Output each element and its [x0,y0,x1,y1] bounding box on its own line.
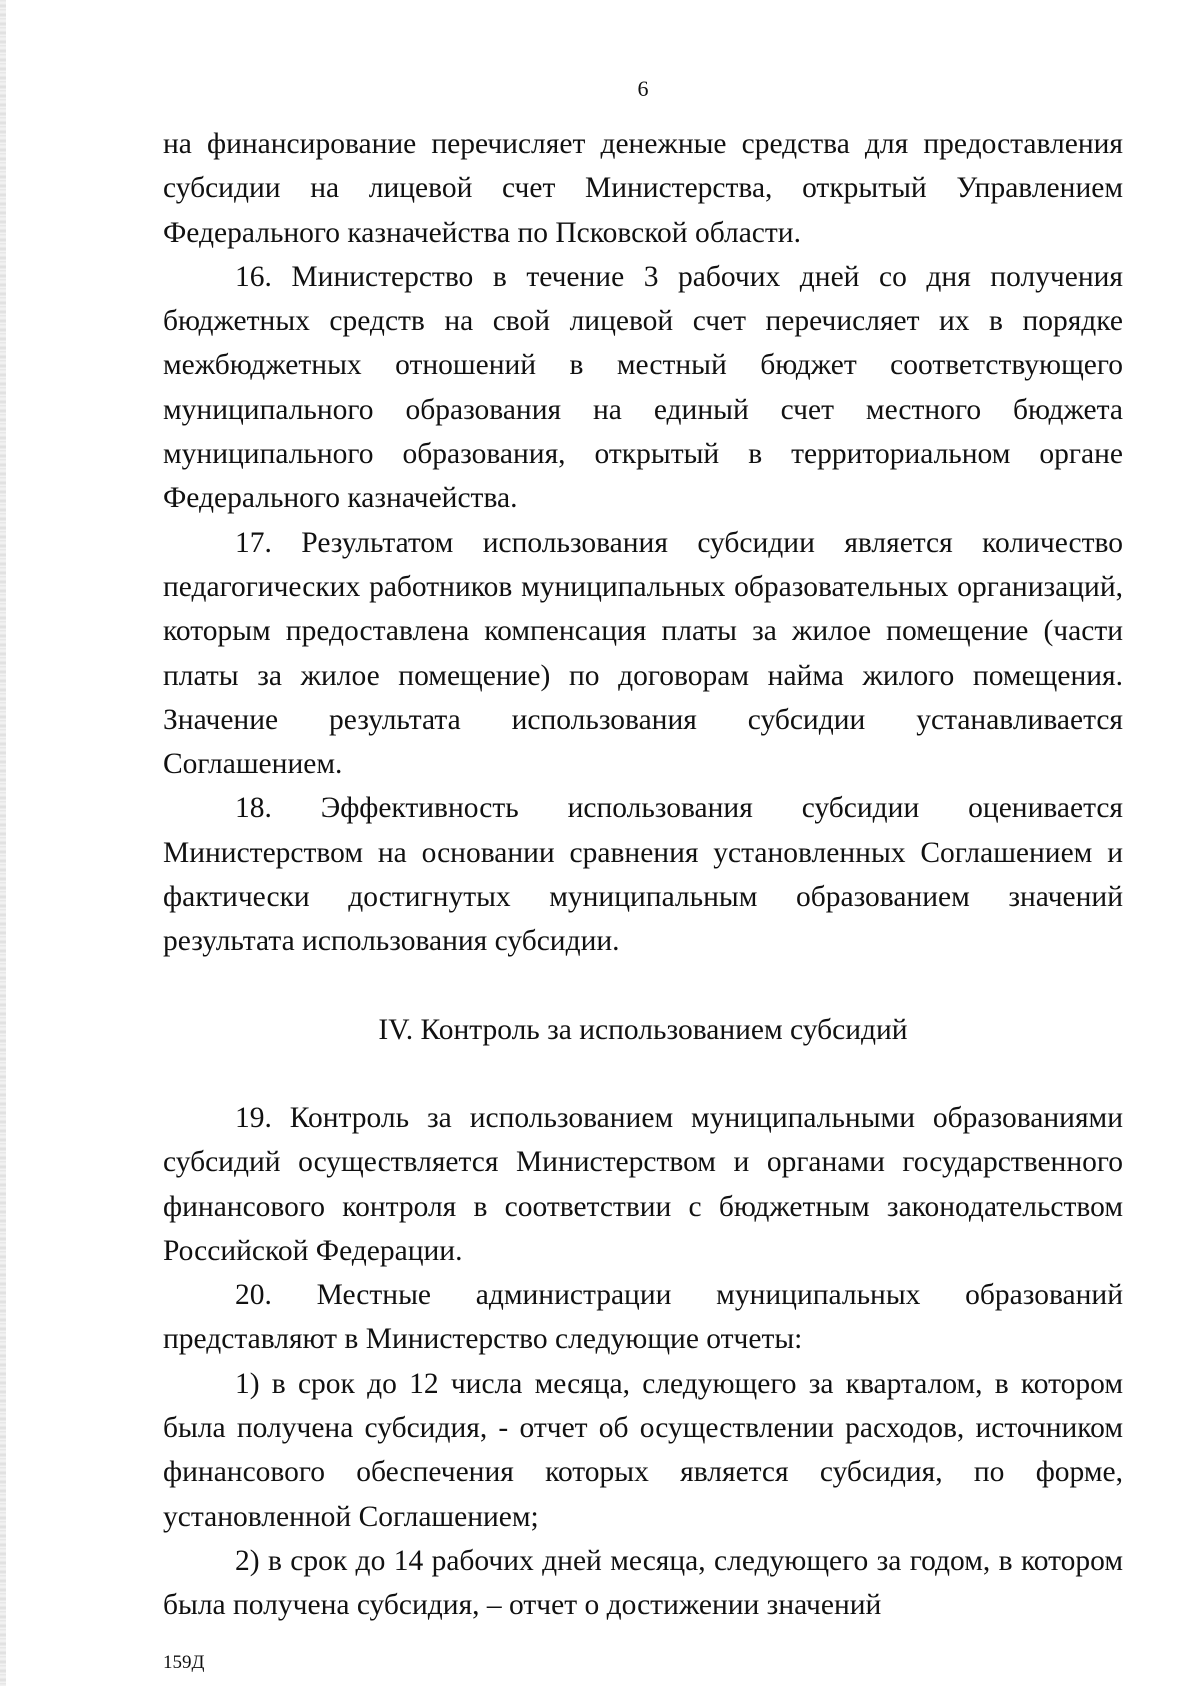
page-number: 6 [637,76,649,101]
document-body [163,122,1123,1628]
section-heading: IV. Контроль за использованием субсидий [378,1013,908,1046]
paragraph-16: 16. Министерство в течение 3 рабочих дней со дня получения бюджетных средств на свой лицевой счет перечисляет их в порядке межбюджетных отношений в местный бюджет соответствующего муниципального образования на единый счет местного бюджета муниципального образования, открытый в территориальном органе Федерального казначейства. [163,260,1123,515]
spacer [163,1052,1123,1096]
paragraph-continuation: на финансирование перечисляет денежные средства для предоставления субсидии на лицевой счет Министерства, открытый Управлением Федерального казначейства по Псковской области. [163,128,1123,249]
spacer [163,964,1123,1008]
scan-edge-decoration [0,0,6,1686]
document-code: 159Д [163,1652,205,1673]
paragraph-18: 18. Эффективность использования субсидии оценивается Министерством на основании сравнения установленных Соглашением и фактически достигнутых муниципальным образованием значений результата использования субсидии. [163,792,1123,958]
paragraph-20: 20. Местные администрации муниципальных образований представляют в Министерство следующие отчеты: [163,1279,1123,1356]
paragraph-19: 19. Контроль за использованием муниципальными образованиями субсидий осуществляется Министерством и органами государственного финансового контроля в соответствии с бюджетным законодательством Российской Федерации. [163,1101,1123,1267]
list-item-1: 1) в срок до 12 числа месяца, следующего за кварталом, в котором была получена субсидия, - отчет об осуществлении расходов, источником финансового обеспечения которых является субсидия, по форме, установленной Соглашением; [163,1367,1123,1533]
paragraph-17: 17. Результатом использования субсидии является количество педагогических работников муниципальных образовательных организаций, которым предоставлена компенсация платы за жилое помещение (части платы за жилое помещение) по договорам найма жилого помещения. Значение результата использования субсидии устанавливается Соглашением. [163,526,1123,781]
list-item-2: 2) в срок до 14 рабочих дней месяца, следующего за годом, в котором была получена субсидия, – отчет о достижении значений [163,1544,1123,1622]
